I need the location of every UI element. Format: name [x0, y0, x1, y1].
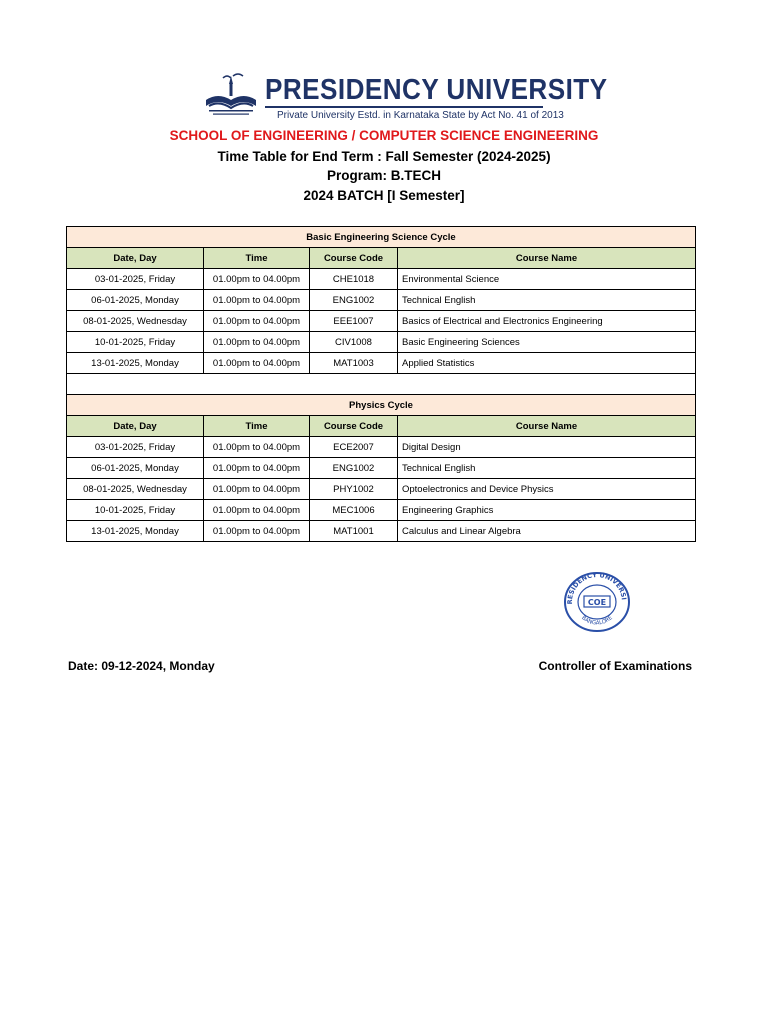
course-name: Technical English: [398, 458, 696, 479]
course-name: Applied Statistics: [398, 353, 696, 374]
course-name: Basic Engineering Sciences: [398, 332, 696, 353]
program-title: Program: B.TECH: [326, 168, 441, 183]
column-header: Course Code: [310, 248, 398, 269]
table-row: [67, 290, 696, 311]
exam-time: 01.00pm to 04.00pm: [204, 521, 310, 542]
exam-date: 06-01-2025, Monday: [67, 290, 204, 311]
course-code: CHE1018: [310, 269, 398, 290]
seal-bottom-text: BANGALORE: [580, 615, 614, 627]
seal-outer-text: RESIDENCY UNIVERSI: [565, 571, 628, 605]
table-row: [67, 479, 696, 500]
book-emblem-icon: [203, 72, 259, 118]
course-code: ENG1002: [310, 290, 398, 311]
course-name: Optoelectronics and Device Physics: [398, 479, 696, 500]
signatory: Controller of Examinations: [538, 659, 692, 673]
table-row: [67, 437, 696, 458]
table-row: [67, 269, 696, 290]
column-header: Time: [204, 416, 310, 437]
section-title: Basic Engineering Science Cycle: [67, 227, 696, 248]
section-title-row: [67, 227, 696, 248]
exam-date: 03-01-2025, Friday: [67, 269, 204, 290]
course-code: MAT1003: [310, 353, 398, 374]
column-header-row: [67, 416, 696, 437]
course-code: ECE2007: [310, 437, 398, 458]
exam-time: 01.00pm to 04.00pm: [204, 269, 310, 290]
exam-time: 01.00pm to 04.00pm: [204, 500, 310, 521]
course-name: Basics of Electrical and Electronics Engineering: [398, 311, 696, 332]
exam-date: 13-01-2025, Monday: [67, 353, 204, 374]
course-code: MEC1006: [310, 500, 398, 521]
exam-date: 10-01-2025, Friday: [67, 500, 204, 521]
course-code: PHY1002: [310, 479, 398, 500]
exam-time: 01.00pm to 04.00pm: [204, 290, 310, 311]
exam-date: 10-01-2025, Friday: [67, 332, 204, 353]
timetable-title: Time Table for End Term : Fall Semester (2024-2025): [217, 149, 551, 164]
exam-time: 01.00pm to 04.00pm: [204, 353, 310, 374]
exam-date: 03-01-2025, Friday: [67, 437, 204, 458]
table-row: [67, 500, 696, 521]
exam-date: 08-01-2025, Wednesday: [67, 479, 204, 500]
exam-timetable: [66, 226, 696, 542]
column-header: Date, Day: [67, 416, 204, 437]
course-name: Technical English: [398, 290, 696, 311]
section-title-row: [67, 395, 696, 416]
table-row: [67, 353, 696, 374]
exam-time: 01.00pm to 04.00pm: [204, 332, 310, 353]
course-code: CIV1008: [310, 332, 398, 353]
column-header: Course Name: [398, 248, 696, 269]
exam-date: 13-01-2025, Monday: [67, 521, 204, 542]
exam-time: 01.00pm to 04.00pm: [204, 437, 310, 458]
course-code: ENG1002: [310, 458, 398, 479]
university-logo: [203, 72, 608, 122]
table-row: [67, 521, 696, 542]
spacer-cell: [67, 374, 696, 395]
seal-stamp-icon: [562, 571, 632, 633]
column-header: Time: [204, 248, 310, 269]
column-header: Course Code: [310, 416, 398, 437]
exam-time: 01.00pm to 04.00pm: [204, 311, 310, 332]
section-title: Physics Cycle: [67, 395, 696, 416]
exam-date: 08-01-2025, Wednesday: [67, 311, 204, 332]
logo-divider: [265, 106, 543, 108]
university-name: PRESIDENCY UNIVERSITY: [265, 74, 608, 106]
university-subtitle: Private University Estd. in Karnataka State by Act No. 41 of 2013: [277, 110, 564, 121]
spacer-row: [67, 374, 696, 395]
column-header: Course Name: [398, 416, 696, 437]
coe-seal: [562, 571, 632, 638]
course-code: MAT1001: [310, 521, 398, 542]
course-name: Calculus and Linear Algebra: [398, 521, 696, 542]
column-header: Date, Day: [67, 248, 204, 269]
school-title: SCHOOL OF ENGINEERING / COMPUTER SCIENCE ENGINEERING: [169, 128, 599, 143]
exam-time: 01.00pm to 04.00pm: [204, 479, 310, 500]
exam-time: 01.00pm to 04.00pm: [204, 458, 310, 479]
table-row: [67, 311, 696, 332]
course-name: Engineering Graphics: [398, 500, 696, 521]
issue-date: Date: 09-12-2024, Monday: [68, 659, 215, 673]
seal-center-text: COE: [587, 598, 607, 607]
table-row: [67, 332, 696, 353]
column-header-row: [67, 248, 696, 269]
batch-title: 2024 BATCH [I Semester]: [303, 188, 465, 203]
course-name: Digital Design: [398, 437, 696, 458]
exam-date: 06-01-2025, Monday: [67, 458, 204, 479]
table-row: [67, 458, 696, 479]
course-name: Environmental Science: [398, 269, 696, 290]
course-code: EEE1007: [310, 311, 398, 332]
